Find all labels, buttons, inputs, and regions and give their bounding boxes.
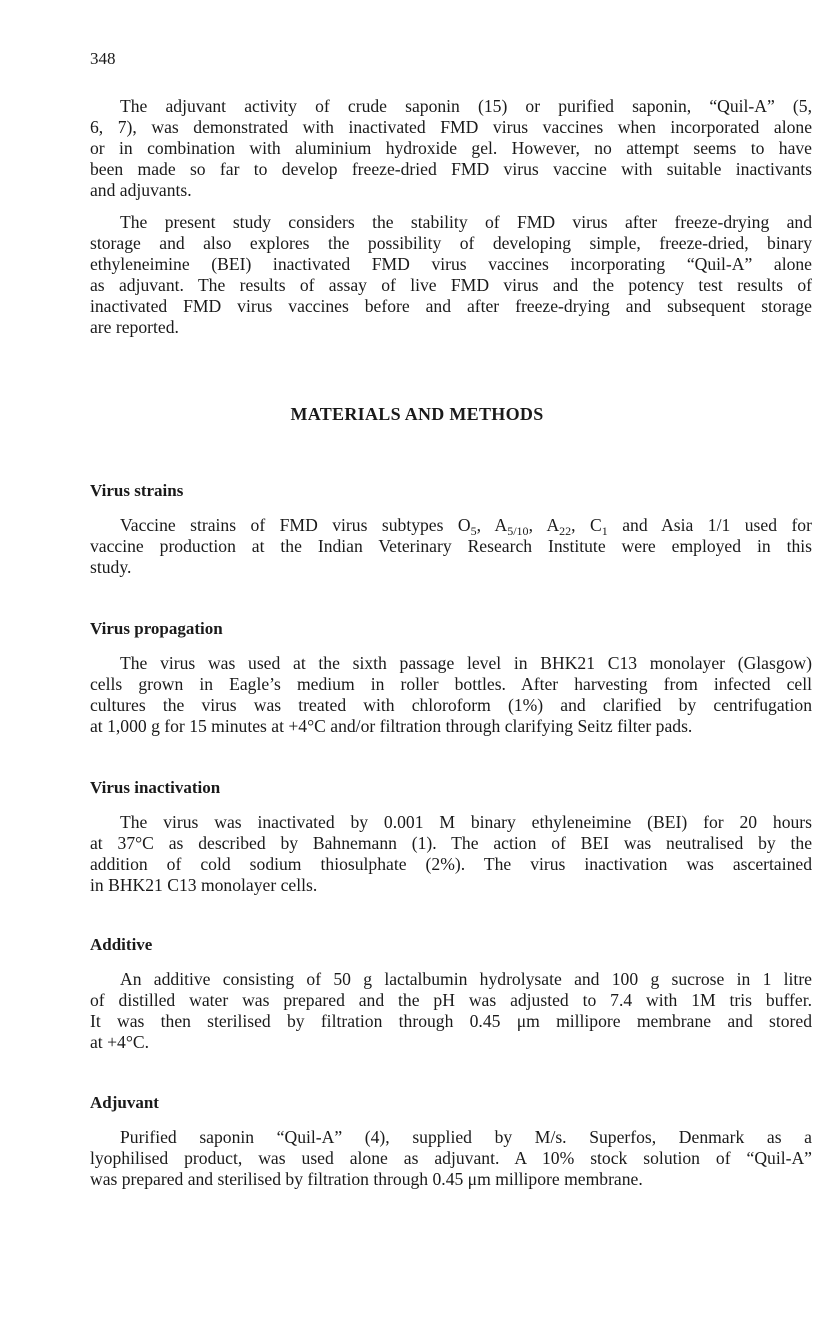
- text-line: [90, 812, 812, 833]
- subsection-heading-virus-inactivation: Virus inactivation: [90, 778, 221, 797]
- virus-strains-paragraph: [90, 515, 812, 578]
- text-segment: ethyleneimine (BEI) inactivated FMD virus vaccines incorporating “Quil-A” alone: [90, 254, 812, 274]
- text-segment: , C: [571, 515, 602, 535]
- text-line: [90, 1148, 812, 1169]
- virus-propagation-paragraph: [90, 653, 812, 737]
- text-line: [90, 716, 812, 737]
- text-segment: at 37°C as described by Bahnemann (1). The action of BEI was neutralised by the: [90, 833, 812, 853]
- text-segment: study.: [90, 557, 132, 577]
- text-segment: An additive consisting of 50 g lactalbumin hydrolysate and 100 g sucrose in 1 litre: [120, 969, 812, 989]
- text-line: [90, 854, 812, 875]
- text-line: [90, 536, 812, 557]
- intro-paragraph-2: [90, 212, 812, 338]
- subsection-heading-virus-propagation: Virus propagation: [90, 619, 223, 638]
- text-segment: inactivated FMD virus vaccines before and after freeze-drying and subsequent storage: [90, 296, 812, 316]
- text-segment: The adjuvant activity of crude saponin (15) or purified saponin, “Quil-A” (5,: [120, 96, 812, 116]
- text-segment: cultures the virus was treated with chloroform (1%) and clarified by centrifugation: [90, 695, 812, 715]
- text-segment: The present study considers the stability of FMD virus after freeze-drying and: [120, 212, 812, 232]
- additive-paragraph: [90, 969, 812, 1053]
- text-segment: was prepared and sterilised by filtration through 0.45 μm millipore membrane.: [90, 1169, 643, 1189]
- text-segment: in BHK21 C13 monolayer cells.: [90, 875, 318, 895]
- virus-inactivation-paragraph: [90, 812, 812, 896]
- text-segment: are reported.: [90, 317, 179, 337]
- text-segment: as adjuvant. The results of assay of live FMD virus and the potency test results of: [90, 275, 812, 295]
- text-line: [90, 1032, 812, 1053]
- text-segment: cells grown in Eagle’s medium in roller bottles. After harvesting from infected cell: [90, 674, 812, 694]
- text-line: [90, 695, 812, 716]
- text-line: [90, 1127, 812, 1148]
- text-line: [90, 296, 812, 317]
- adjuvant-paragraph: [90, 1127, 812, 1190]
- text-line: [90, 212, 812, 233]
- text-line: [90, 969, 812, 990]
- text-segment: 6, 7), was demonstrated with inactivated FMD virus vaccines when incorporated alone: [90, 117, 812, 137]
- text-segment: at +4°C.: [90, 1032, 149, 1052]
- text-line: [90, 1011, 812, 1032]
- text-line: [90, 875, 812, 896]
- text-segment: and adjuvants.: [90, 180, 192, 200]
- text-line: [90, 515, 812, 536]
- text-segment: lyophilised product, was used alone as adjuvant. A 10% stock solution of “Quil-A”: [90, 1148, 812, 1168]
- subsection-heading-adjuvant: Adjuvant: [90, 1093, 159, 1112]
- text-line: [90, 159, 812, 180]
- text-segment: at 1,000 g for 15 minutes at +4°C and/or filtration through clarifying Seitz filter pads.: [90, 716, 693, 736]
- text-line: [90, 1169, 812, 1190]
- text-segment: storage and also explores the possibility of developing simple, freeze-dried, binary: [90, 233, 812, 253]
- subscript: 1: [601, 524, 608, 538]
- text-segment: been made so far to develop freeze-dried FMD virus vaccine with suitable inactivants: [90, 159, 812, 179]
- text-segment: Purified saponin “Quil-A” (4), supplied by M/s. Superfos, Denmark as a: [120, 1127, 812, 1147]
- text-line: [90, 96, 812, 117]
- text-line: [90, 138, 812, 159]
- text-segment: vaccine production at the Indian Veterinary Research Institute were employed in this: [90, 536, 812, 556]
- text-line: [90, 254, 812, 275]
- subscript: 5: [470, 524, 477, 538]
- text-segment: and Asia 1/1 used for: [607, 515, 812, 535]
- intro-paragraph-1: [90, 96, 812, 201]
- text-line: [90, 275, 812, 296]
- section-heading: MATERIALS AND METHODS: [290, 404, 544, 424]
- subscript: 22: [559, 524, 572, 538]
- text-segment: addition of cold sodium thiosulphate (2%). The virus inactivation was ascertained: [90, 854, 812, 874]
- text-segment: The virus was inactivated by 0.001 M binary ethyleneimine (BEI) for 20 hours: [120, 812, 812, 832]
- text-segment: , A: [476, 515, 508, 535]
- text-line: [90, 674, 812, 695]
- text-segment: , A: [528, 515, 560, 535]
- text-segment: or in combination with aluminium hydroxide gel. However, no attempt seems to have: [90, 138, 812, 158]
- text-line: [90, 653, 812, 674]
- text-segment: The virus was used at the sixth passage level in BHK21 C13 monolayer (Glasgow): [120, 653, 812, 673]
- text-segment: Vaccine strains of FMD virus subtypes O: [120, 515, 471, 535]
- text-line: [90, 117, 812, 138]
- text-line: [90, 180, 812, 201]
- text-line: [90, 317, 812, 338]
- text-line: [90, 833, 812, 854]
- subsection-heading-virus-strains: Virus strains: [90, 481, 184, 500]
- text-line: [90, 233, 812, 254]
- text-segment: It was then sterilised by filtration through 0.45 μm millipore membrane and stored: [90, 1011, 812, 1031]
- text-segment: of distilled water was prepared and the pH was adjusted to 7.4 with 1M tris buffer.: [90, 990, 812, 1010]
- text-line: [90, 557, 812, 578]
- subsection-heading-additive: Additive: [90, 935, 153, 954]
- page-number: 348: [90, 49, 116, 68]
- text-line: [90, 990, 812, 1011]
- subscript: 5/10: [507, 524, 529, 538]
